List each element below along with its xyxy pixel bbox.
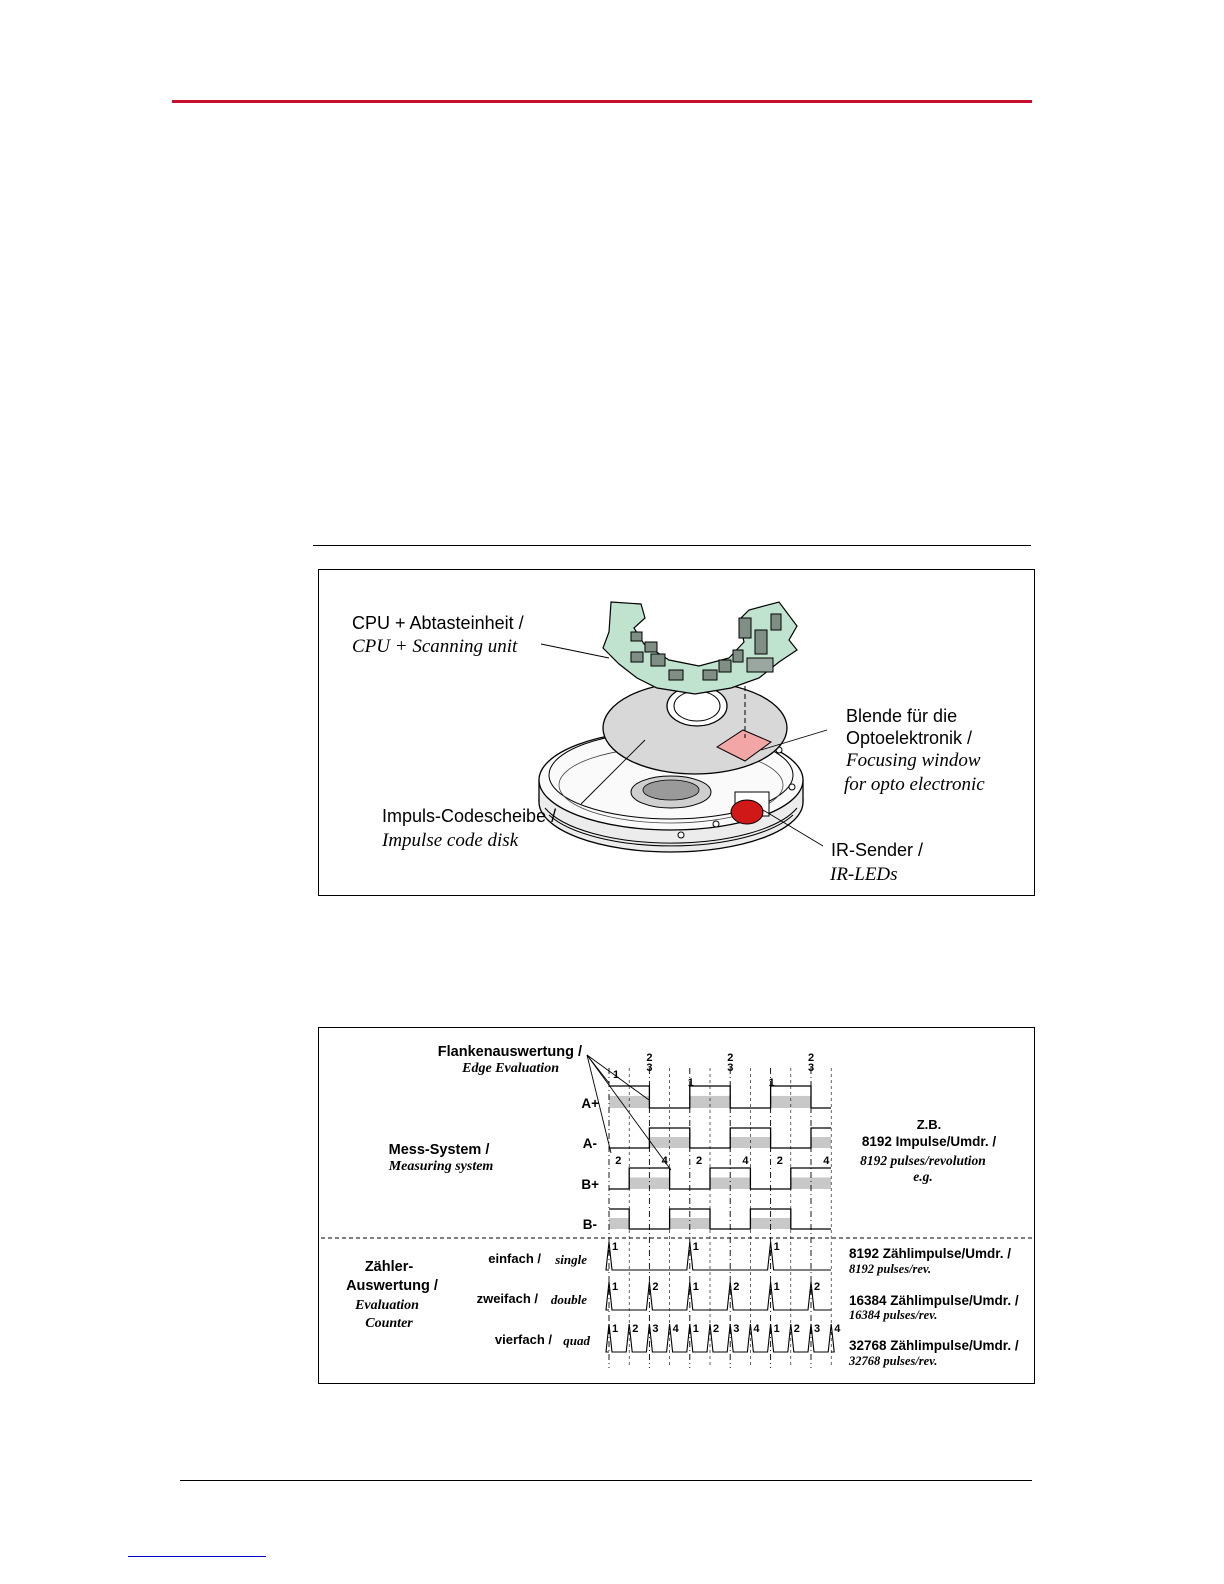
eg-pulses-en: 8192 pulses/revolution (860, 1153, 986, 1168)
flank-label-de: Flankenauswertung / (437, 1044, 582, 1060)
signal-a-minus-high-top (750, 1128, 770, 1137)
eg-pulses-de: 8192 Impulse/Umdr. / (861, 1134, 997, 1149)
signal-shading (609, 1086, 831, 1229)
disk-label-de: Impuls-Codescheibe / (382, 806, 557, 826)
signal-a-minus-high-top (730, 1128, 750, 1137)
quad-pulse-number: 2 (793, 1323, 800, 1335)
double-pulse-number: 2 (733, 1281, 740, 1293)
pcb-board (603, 602, 797, 694)
single-result-en: 8192 pulses/rev. (849, 1262, 932, 1276)
window-label-en1: Focusing window (846, 750, 981, 771)
mess-label-en: Measuring system (388, 1159, 494, 1174)
counter-pulses (606, 1242, 834, 1352)
signal-b-plus-high-top (791, 1168, 811, 1177)
signal-a-minus-high-top (670, 1128, 690, 1137)
section-rule (313, 545, 1031, 546)
double-label-en: double (550, 1292, 587, 1307)
edge-number: 2 (615, 1155, 622, 1167)
window-label-en2: for opto electronic (844, 774, 985, 795)
double-pulse-number: 2 (814, 1281, 821, 1293)
double-pulse-train (606, 1282, 831, 1310)
ir-label-en: IR-LEDs (830, 864, 898, 885)
quad-pulse-number: 4 (834, 1323, 841, 1335)
double-pulse-number: 2 (652, 1281, 659, 1293)
double-pulse-number: 1 (692, 1281, 699, 1293)
double-label-de: zweifach / (476, 1291, 538, 1306)
signal-b-minus-label: B- (582, 1217, 597, 1232)
signal-b-minus-waveform (609, 1209, 831, 1229)
code-disk (603, 682, 787, 774)
single-pulse-train (606, 1242, 831, 1270)
edge-number: 3 (727, 1062, 734, 1074)
edge-number: 3 (646, 1062, 653, 1074)
footer-rule (180, 1480, 1032, 1481)
quad-pulse-number: 3 (814, 1323, 821, 1335)
edge-number: 3 (808, 1062, 815, 1074)
quad-pulse-number: 2 (713, 1323, 720, 1335)
header-rule (172, 100, 1032, 103)
quad-result-en: 32768 pulses/rev. (849, 1354, 938, 1368)
single-pulse-number: 1 (692, 1241, 699, 1253)
signal-diagram-svg (319, 1028, 1034, 1383)
encoder-illustration (319, 570, 1034, 895)
quad-pulse-number: 2 (632, 1323, 639, 1335)
counter-label-de1: Zähler- (364, 1259, 414, 1275)
signal-a-minus-high-top (649, 1128, 669, 1137)
quad-pulse-number: 3 (733, 1323, 740, 1335)
quad-pulse-train (606, 1324, 834, 1352)
signal-diagram (318, 1027, 1035, 1384)
double-pulse-number: 1 (773, 1281, 780, 1293)
signal-b-minus-high-top (609, 1209, 629, 1218)
double-pulse-number: 1 (612, 1281, 619, 1293)
edge-number: 4 (823, 1155, 830, 1167)
edge-number: 1 (687, 1077, 694, 1089)
eg-label-en: e.g. (913, 1169, 933, 1184)
double-result-en: 16384 pulses/rev. (849, 1308, 938, 1322)
signal-a-plus-label: A+ (581, 1096, 599, 1111)
edge-number: 2 (808, 1052, 815, 1064)
edge-number: 1 (613, 1069, 620, 1081)
signal-b-plus-high-top (710, 1168, 730, 1177)
counter-label-de2: Auswertung / (346, 1278, 438, 1294)
signal-b-plus-high-top (649, 1168, 669, 1177)
signal-a-minus-label: A- (582, 1136, 597, 1151)
quad-pulse-number: 1 (773, 1323, 780, 1335)
signal-b-plus-high-top (730, 1168, 750, 1177)
signal-b-minus-high-top (750, 1209, 770, 1218)
cpu-label-en: CPU + Scanning unit (352, 636, 518, 657)
encoder-figure (318, 569, 1035, 896)
edge-number: 4 (661, 1155, 668, 1167)
quad-label-de: vierfach / (494, 1332, 552, 1347)
disk-label-en: Impulse code disk (382, 830, 519, 851)
window-label-de1: Blende für die (846, 706, 958, 726)
signal-b-minus-high-top (690, 1209, 710, 1218)
flank-label-en: Edge Evaluation (462, 1061, 559, 1076)
ir-label-de: IR-Sender / (831, 840, 924, 860)
edge-number: 1 (768, 1077, 775, 1089)
leader-cpu (541, 644, 609, 658)
edge-number: 2 (776, 1155, 783, 1167)
edge-number: 2 (727, 1052, 734, 1064)
edge-number: 4 (742, 1155, 749, 1167)
footer-link-underline (128, 1556, 266, 1557)
cpu-label-de: CPU + Abtasteinheit / (352, 613, 524, 633)
signal-b-minus-high-top (771, 1209, 791, 1218)
quad-pulse-number: 4 (753, 1323, 760, 1335)
signal-a-plus-high-top (710, 1086, 730, 1096)
mess-label-de: Mess-System / (388, 1142, 490, 1158)
single-pulse-number: 1 (773, 1241, 780, 1253)
single-pulse-number: 1 (612, 1241, 619, 1253)
signal-b-plus-label: B+ (581, 1177, 599, 1192)
signal-a-minus-high-top (811, 1128, 831, 1137)
single-label-en: single (555, 1252, 587, 1267)
double-result-de: 16384 Zählimpulse/Umdr. / (849, 1293, 1019, 1308)
edge-number: 2 (696, 1155, 703, 1167)
quad-pulse-number: 3 (652, 1323, 659, 1335)
eg-label-de: Z.B. (916, 1117, 942, 1132)
edge-number: 2 (646, 1052, 653, 1064)
signal-b-plus-high-top (811, 1168, 831, 1177)
counter-label-en1: Evaluation (355, 1298, 419, 1313)
signal-b-minus-high-top (670, 1209, 690, 1218)
quad-pulse-number: 4 (672, 1323, 679, 1335)
signal-b-plus-high-top (629, 1168, 649, 1177)
single-result-de: 8192 Zählimpulse/Umdr. / (849, 1246, 1012, 1261)
quad-result-de: 32768 Zählimpulse/Umdr. / (849, 1338, 1019, 1353)
signal-a-plus-high-top (791, 1086, 811, 1096)
quad-pulse-number: 1 (612, 1323, 619, 1335)
quad-label-en: quad (563, 1333, 590, 1348)
window-label-de2: Optoelektronik / (846, 728, 973, 748)
single-label-de: einfach / (488, 1251, 541, 1266)
signal-a-plus-high-top (609, 1086, 629, 1096)
counter-label-en2: Counter (365, 1316, 413, 1331)
quad-pulse-number: 1 (692, 1323, 699, 1335)
